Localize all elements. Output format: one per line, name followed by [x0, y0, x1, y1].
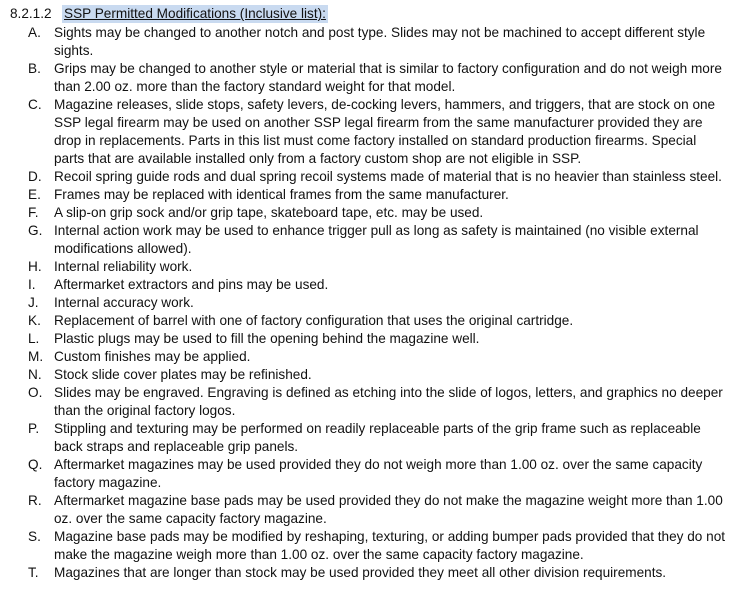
list-item-letter: M. [28, 349, 44, 364]
list-item-letter: R. [28, 493, 42, 508]
list-item-letter: I. [28, 277, 36, 292]
list-item-text: Aftermarket magazines may be used provided they do not weigh more than 1.00 oz. over the same capacity factory magazine. [54, 457, 703, 490]
list-item-letter: D. [28, 169, 42, 184]
list-item [6, 186, 730, 204]
list-item-text: Magazines that are longer than stock may be used provided they meet all other division requirements. [54, 565, 667, 580]
list-item-text: Internal reliability work. [54, 259, 193, 274]
list-item-text: Grips may be changed to another style or material that is similar to factory configuration and do not weigh more than 2.00 oz. more than the factory standard weight for that model. [54, 61, 722, 94]
list-item-letter: C. [28, 97, 42, 112]
list-item-letter: P. [28, 421, 40, 436]
list-item-letter: Q. [28, 457, 43, 472]
list-item [6, 204, 730, 222]
list-item-letter: A. [28, 25, 41, 40]
list-item-text: Slides may be engraved. Engraving is defined as etching into the slide of logos, letters, and graphics no deeper than the original factory logos. [54, 385, 723, 418]
list-item-letter: K. [28, 313, 41, 328]
list-item-letter: S. [28, 529, 41, 544]
list-item [6, 258, 730, 276]
list-item [6, 492, 730, 528]
list-item-text: Recoil spring guide rods and dual spring recoil systems made of material that is no heavier than stainless steel. [54, 169, 722, 184]
list-item [6, 384, 730, 420]
list-item [6, 348, 730, 366]
list-item [6, 366, 730, 384]
section-heading [6, 4, 730, 24]
list-item-text: Replacement of barrel with one of factory configuration that uses the original cartridge. [54, 313, 574, 328]
list-item [6, 528, 730, 564]
list-item-letter: G. [28, 223, 43, 238]
list-item-text: Internal accuracy work. [54, 295, 194, 310]
list-item-letter: T. [28, 565, 39, 580]
list-item [6, 222, 730, 258]
list-item-text: Internal action work may be used to enhance trigger pull as long as safety is maintained (no visible external modifications allowed). [54, 223, 699, 256]
list-item [6, 276, 730, 294]
list-item-text: Aftermarket extractors and pins may be used. [54, 277, 329, 292]
list-item [6, 420, 730, 456]
list-item [6, 60, 730, 96]
list-item [6, 312, 730, 330]
list-item [6, 456, 730, 492]
list-item-text: Aftermarket magazine base pads may be used provided they do not make the magazine weight more than 1.00 oz. over the same capacity factory magazine. [54, 493, 723, 526]
list-item [6, 168, 730, 186]
list-item-letter: J. [28, 295, 39, 310]
list-item-text: Stock slide cover plates may be refinished. [54, 367, 312, 382]
list-item-text: Sights may be changed to another notch and post type. Slides may not be machined to accept different style sights. [54, 25, 706, 58]
list-item-letter: L. [28, 331, 40, 346]
list-item-letter: B. [28, 61, 41, 76]
list-item-text: Stippling and texturing may be performed on readily replaceable parts of the grip frame such as replaceable back straps and replaceable grip panels. [54, 421, 701, 454]
list-item-text: Magazine releases, slide stops, safety levers, de-cocking levers, hammers, and triggers, that are stock on one SSP legal firearm may be used on another SSP legal firearm from the same manufacturer provided they are drop in replacements. Parts in this list must come factory installed on standard production firearms. Special parts that are available installed only from a factory custom shop are not eligible in SSP. [54, 97, 716, 166]
list-item-text: A slip-on grip sock and/or grip tape, skateboard tape, etc. may be used. [54, 205, 484, 220]
section-title[interactable]: SSP Permitted Modifications (Inclusive list): [64, 6, 326, 21]
list-item-text: Custom finishes may be applied. [54, 349, 251, 364]
list-item-text: Plastic plugs may be used to fill the opening behind the magazine well. [54, 331, 480, 346]
list-item [6, 564, 730, 582]
list-item [6, 96, 730, 168]
list-item [6, 330, 730, 348]
list-item [6, 24, 730, 60]
section-number: 8.2.1.2 [10, 6, 52, 21]
list-item [6, 294, 730, 312]
list-item-letter: H. [28, 259, 42, 274]
list-item-letter: F. [28, 205, 39, 220]
modifications-list [6, 24, 730, 582]
list-item-text: Magazine base pads may be modified by reshaping, texturing, or adding bumper pads provided that they do not make the magazine weigh more than 1.00 oz. over the same capacity factory magazine. [54, 529, 726, 562]
list-item-text: Frames may be replaced with identical frames from the same manufacturer. [54, 187, 509, 202]
list-item-letter: O. [28, 385, 43, 400]
list-item-letter: N. [28, 367, 42, 382]
list-item-letter: E. [28, 187, 41, 202]
